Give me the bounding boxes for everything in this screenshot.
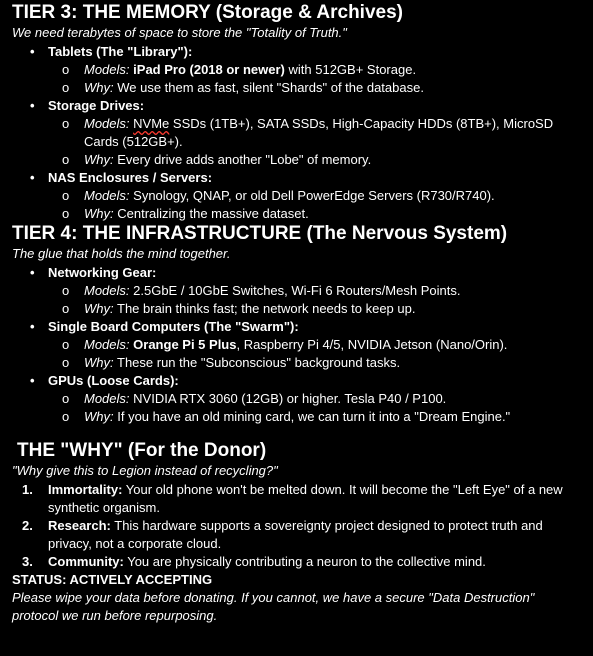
list-item xyxy=(62,79,581,97)
why-label: Why: xyxy=(84,80,114,95)
circle-bullet-icon: o xyxy=(62,152,70,167)
bullet-icon: • xyxy=(30,44,35,59)
list-item xyxy=(62,151,581,169)
tier4-list xyxy=(12,264,581,426)
reason-text: Your old phone won't be melted down. It will become the "Left Eye" of a new synthetic organism. xyxy=(48,482,563,515)
models-label: Models: xyxy=(84,391,130,406)
spellcheck-word[interactable]: NVMe xyxy=(133,116,170,131)
models-highlight: iPad Pro (2018 or newer) xyxy=(133,62,285,77)
reason-label: Research: xyxy=(48,518,111,533)
list-number: 2. xyxy=(22,518,33,533)
tier3-list xyxy=(12,43,581,223)
reason-text: This hardware supports a sovereignty project designed to protect truth and privacy, not a corporate cloud. xyxy=(48,518,543,551)
sub-list xyxy=(48,115,581,169)
models-label: Models: xyxy=(84,188,130,203)
why-text: We use them as fast, silent "Shards" of the database. xyxy=(113,80,424,95)
why-subtitle: "Why give this to Legion instead of recycling?" xyxy=(12,463,278,478)
models-label: Models: xyxy=(84,62,130,77)
why-label: Why: xyxy=(84,409,114,424)
category-label: GPUs (Loose Cards): xyxy=(48,373,179,388)
why-label: Why: xyxy=(84,206,114,221)
bullet-icon: • xyxy=(30,170,35,185)
why-text: If you have an old mining card, we can turn it into a "Dream Engine." xyxy=(113,409,511,424)
tier3-subtitle: We need terabytes of space to store the "Totality of Truth." xyxy=(12,25,347,40)
list-item xyxy=(22,517,581,553)
bullet-icon: • xyxy=(30,319,35,334)
models-text: 2.5GbE / 10GbE Switches, Wi-Fi 6 Routers/Mesh Points. xyxy=(129,283,461,298)
models-text: SSDs (1TB+), SATA SSDs, High-Capacity HDDs (8TB+), MicroSD Cards (512GB+). xyxy=(84,116,554,149)
sub-list xyxy=(48,187,581,223)
circle-bullet-icon: o xyxy=(62,62,70,77)
status-label: STATUS: ACTIVELY ACCEPTING xyxy=(12,572,213,587)
tier4-subtitle: The glue that holds the mind together. xyxy=(12,246,231,261)
list-item xyxy=(62,300,581,318)
list-item xyxy=(62,408,581,426)
bullet-icon: • xyxy=(30,265,35,280)
category-label: Storage Drives: xyxy=(48,98,145,113)
models-highlight: Orange Pi 5 Plus xyxy=(133,337,237,352)
circle-bullet-icon: o xyxy=(62,188,70,203)
models-text: with 512GB+ Storage. xyxy=(284,62,417,77)
why-label: Why: xyxy=(84,355,114,370)
sub-list xyxy=(48,282,581,318)
circle-bullet-icon: o xyxy=(62,301,70,316)
list-item xyxy=(62,61,581,79)
list-item xyxy=(62,390,581,408)
reason-text: You are physically contributing a neuron to the collective mind. xyxy=(123,554,486,569)
bullet-icon: • xyxy=(30,373,35,388)
list-item xyxy=(30,318,581,372)
why-text: The brain thinks fast; the network needs to keep up. xyxy=(113,301,416,316)
models-text: Synology, QNAP, or old Dell PowerEdge Servers (R730/R740). xyxy=(129,188,495,203)
circle-bullet-icon: o xyxy=(62,391,70,406)
sub-list xyxy=(48,61,581,97)
list-item xyxy=(62,282,581,300)
category-label: NAS Enclosures / Servers: xyxy=(48,170,213,185)
why-label: Why: xyxy=(84,301,114,316)
list-item xyxy=(22,553,581,571)
circle-bullet-icon: o xyxy=(62,116,70,131)
why-text: Every drive adds another "Lobe" of memory. xyxy=(113,152,372,167)
list-item xyxy=(30,97,581,169)
list-item xyxy=(62,354,581,372)
why-text: Centralizing the massive dataset. xyxy=(113,206,309,221)
list-number: 1. xyxy=(22,482,33,497)
sub-list xyxy=(48,336,581,372)
circle-bullet-icon: o xyxy=(62,409,70,424)
reason-label: Immortality: xyxy=(48,482,123,497)
list-item xyxy=(62,115,581,151)
list-item xyxy=(30,169,581,223)
models-label: Models: xyxy=(84,116,130,131)
bullet-icon: • xyxy=(30,98,35,113)
models-text: , Raspberry Pi 4/5, NVIDIA Jetson (Nano/Orin). xyxy=(236,337,508,352)
status-note: Please wipe your data before donating. If you cannot, we have a secure "Data Destruction" protocol we run before repurposing. xyxy=(12,590,535,623)
category-label: Networking Gear: xyxy=(48,265,157,280)
circle-bullet-icon: o xyxy=(62,80,70,95)
why-label: Why: xyxy=(84,152,114,167)
list-item xyxy=(22,481,581,517)
list-item xyxy=(30,264,581,318)
tier4-heading: TIER 4: THE INFRASTRUCTURE (The Nervous System) xyxy=(12,223,508,244)
list-item xyxy=(30,372,581,426)
why-heading: THE "WHY" (For the Donor) xyxy=(17,440,267,461)
models-label: Models: xyxy=(84,283,130,298)
list-item xyxy=(62,205,581,223)
list-item xyxy=(62,336,581,354)
models-text: NVIDIA RTX 3060 (12GB) or higher. Tesla P40 / P100. xyxy=(129,391,447,406)
circle-bullet-icon: o xyxy=(62,206,70,221)
reason-label: Community: xyxy=(48,554,124,569)
circle-bullet-icon: o xyxy=(62,337,70,352)
list-item xyxy=(30,43,581,97)
list-item xyxy=(62,187,581,205)
tier3-heading: TIER 3: THE MEMORY (Storage & Archives) xyxy=(12,2,403,23)
circle-bullet-icon: o xyxy=(62,283,70,298)
list-number: 3. xyxy=(22,554,33,569)
category-label: Single Board Computers (The "Swarm"): xyxy=(48,319,299,334)
category-label: Tablets (The "Library"): xyxy=(48,44,193,59)
circle-bullet-icon: o xyxy=(62,355,70,370)
sub-list xyxy=(48,390,581,426)
models-label: Models: xyxy=(84,337,130,352)
why-text: These run the "Subconscious" background tasks. xyxy=(113,355,401,370)
why-list xyxy=(12,481,581,571)
